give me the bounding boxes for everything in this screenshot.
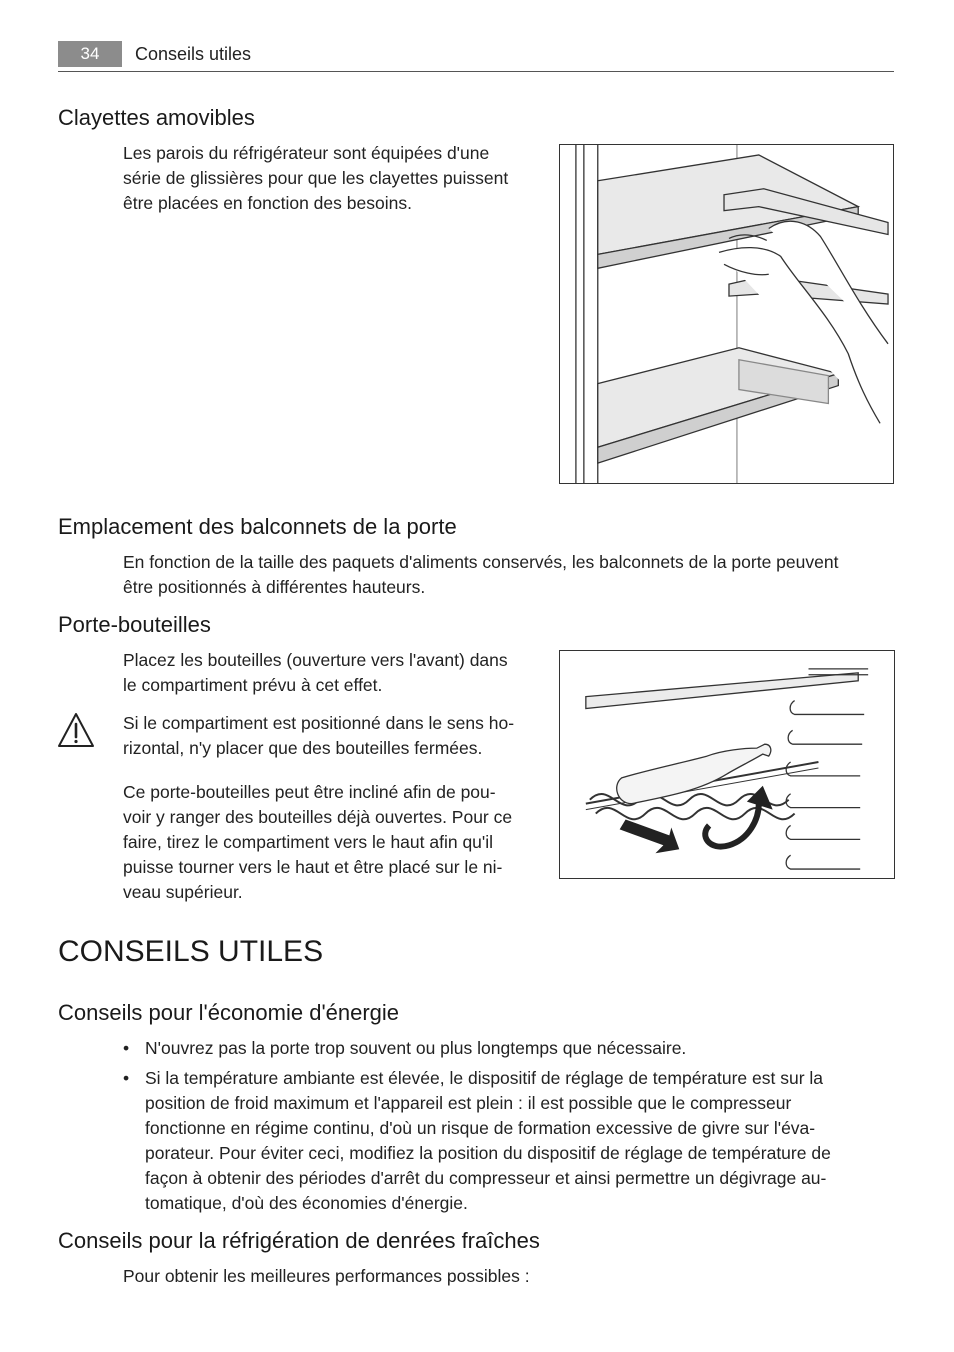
text-line: Placez les bouteilles (ouverture vers l'avant) dans — [123, 650, 508, 670]
text-line: N'ouvrez pas la porte trop souvent ou plus longtemps que nécessaire. — [145, 1038, 687, 1058]
shelves-text — [123, 141, 508, 216]
chapter-title: CONSEILS UTILES — [58, 935, 324, 968]
list-item — [123, 1036, 898, 1061]
text-line: position de froid maximum et l'appareil est plein : il est possible que le compresseur — [145, 1093, 792, 1113]
warning-triangle-icon — [57, 712, 95, 748]
text-line: veau supérieur. — [123, 882, 243, 902]
text-line: voir y ranger des bouteilles déjà ouvertes. Pour ce — [123, 807, 513, 827]
text-line: le compartiment prévu à cet effet. — [123, 675, 383, 695]
text-line: Pour obtenir les meilleures performances possibles : — [123, 1266, 530, 1286]
text-line: faire, tirez le compartiment vers le haut afin qu'il — [123, 832, 494, 852]
energy-tips-list — [123, 1036, 898, 1221]
text-line: être positionnés à différentes hauteurs. — [123, 577, 426, 597]
text-line: série de glissières pour que les clayettes puissent — [123, 168, 509, 188]
shelf-removal-illustration — [559, 144, 894, 484]
text-line: Si la température ambiante est élevée, le dispositif de réglage de température est sur la — [145, 1068, 824, 1088]
text-line: façon à obtenir des périodes d'arrêt du compresseur et ainsi permettre un dégivrage au- — [145, 1168, 827, 1188]
text-line: porateur. Pour éviter ceci, modifiez la position du dispositif de réglage de température de — [145, 1143, 831, 1163]
text-line: En fonction de la taille des paquets d'aliments conservés, les balconnets de la porte peuvent — [123, 552, 839, 572]
page-header — [58, 39, 894, 72]
text-line: rizontal, n'y placer que des bouteilles fermées. — [123, 738, 483, 758]
text-line: tomatique, d'où des économies d'énergie. — [145, 1193, 468, 1213]
section-title-bottle-holder: Porte-bouteilles — [58, 612, 211, 637]
fresh-food-text — [123, 1264, 530, 1289]
bottle-holder-intro — [123, 648, 508, 698]
text-line: Les parois du réfrigérateur sont équipées d'une — [123, 143, 490, 163]
text-line: Si le compartiment est positionné dans le sens ho- — [123, 713, 515, 733]
section-title-fresh-food: Conseils pour la réfrigération de denrées fraîches — [58, 1228, 540, 1253]
bottle-tilt-text — [123, 780, 512, 905]
door-balconies-text — [123, 550, 838, 600]
bullet-icon: • — [123, 1068, 130, 1088]
running-title: Conseils utiles — [135, 44, 252, 64]
warning-text — [123, 711, 514, 761]
list-item — [123, 1066, 898, 1216]
page-number: 34 — [58, 41, 122, 67]
section-title-energy: Conseils pour l'économie d'énergie — [58, 1000, 400, 1025]
text-line: être placées en fonction des besoins. — [123, 193, 412, 213]
bullet-icon: • — [123, 1038, 130, 1058]
section-title-shelves: Clayettes amovibles — [58, 105, 255, 130]
text-line: puisse tourner vers le haut et être placé sur le ni- — [123, 857, 503, 877]
text-line: fonctionne en régime continu, d'où un risque de formation excessive de givre sur l'éva- — [145, 1118, 816, 1138]
bottle-rack-illustration — [559, 650, 895, 879]
section-title-door-balconies: Emplacement des balconnets de la porte — [58, 514, 457, 539]
text-line: Ce porte-bouteilles peut être incliné afin de pou- — [123, 782, 496, 802]
